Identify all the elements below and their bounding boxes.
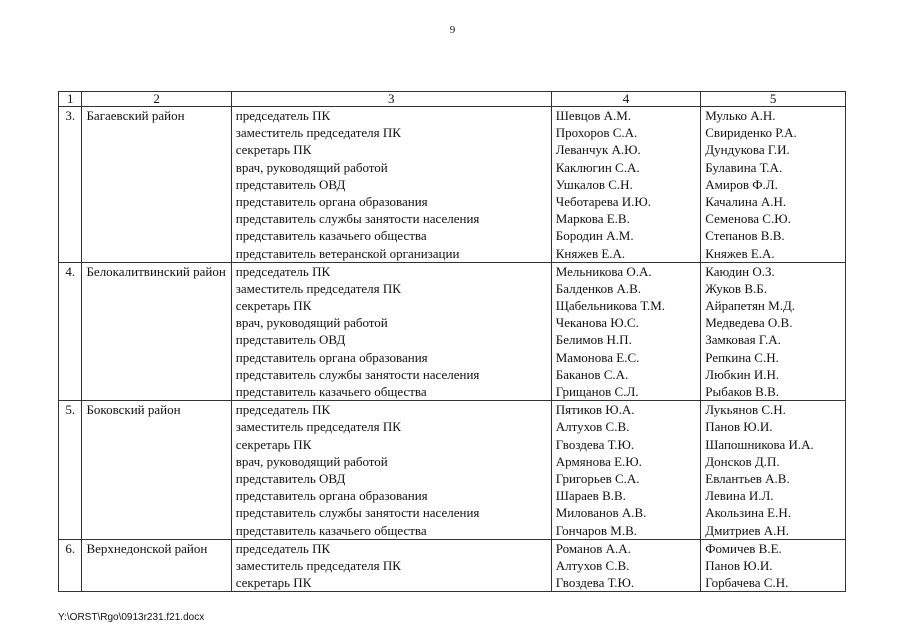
role-line: представитель органа образования	[235, 193, 428, 209]
commission-table	[58, 91, 846, 592]
member-line: Мамонова Е.С.	[555, 349, 640, 365]
reserve-line: Донсков Д.П.	[705, 453, 780, 469]
col-header-4: 4	[551, 92, 701, 107]
reserve-line: Дундукова Г.И.	[705, 142, 790, 158]
reserve-line: Булавина Т.А.	[705, 159, 783, 175]
role-line: заместитель председателя ПК	[235, 280, 401, 296]
member-line: Чеканова Ю.С.	[555, 315, 639, 331]
reserve-line: Панов Ю.И.	[705, 419, 773, 435]
role-line: секретарь ПК	[235, 298, 312, 314]
member-line: Милованов А.В.	[555, 505, 647, 521]
role-line: председатель ПК	[235, 402, 331, 418]
reserve-line: Степанов В.В.	[705, 228, 785, 244]
members-cell	[551, 539, 701, 592]
district-name: Верхнедонской район	[82, 539, 231, 592]
district-name: Белокалитвинский район	[82, 262, 231, 401]
reserve-line: Жуков В.Б.	[705, 280, 767, 296]
row-number: 5.	[59, 401, 82, 540]
reserve-line: Мулько А.Н.	[705, 108, 776, 123]
member-line: Щабельникова Т.М.	[555, 298, 666, 314]
role-line: представитель ветеранской организации	[235, 245, 460, 261]
role-line: представитель органа образования	[235, 488, 428, 504]
roles-cell	[231, 401, 551, 540]
reserve-line: Амиров Ф.Л.	[705, 176, 778, 192]
role-line: врач, руководящий работой	[235, 453, 388, 469]
col-header-3: 3	[231, 92, 551, 107]
member-line: Армянова Е.Ю.	[555, 453, 642, 469]
members-cell	[551, 107, 701, 263]
members-cell	[551, 262, 701, 401]
role-line: заместитель председателя ПК	[235, 557, 401, 573]
role-line: представитель службы занятости населения	[235, 505, 480, 521]
table-row	[59, 107, 846, 263]
role-line: представитель службы занятости населения	[235, 366, 480, 382]
col-header-2: 2	[82, 92, 231, 107]
table-row	[59, 262, 846, 401]
reserve-line: Фомичев В.Е.	[705, 540, 782, 556]
column-number-row	[59, 92, 846, 107]
member-line: Григорьев С.А.	[555, 470, 640, 486]
role-line: секретарь ПК	[235, 575, 312, 591]
member-line: Леванчук А.Ю.	[555, 142, 641, 158]
role-line: представитель органа образования	[235, 349, 428, 365]
role-line: представитель службы занятости населения	[235, 211, 480, 227]
reserve-line: Каюдин О.З.	[705, 263, 775, 279]
row-number: 3.	[59, 107, 82, 263]
col-header-1: 1	[59, 92, 82, 107]
reserve-line: Дмитриев А.Н.	[705, 522, 790, 538]
members-cell	[551, 401, 701, 540]
reserves-cell	[701, 107, 846, 263]
role-line: врач, руководящий работой	[235, 159, 388, 175]
member-line: Алтухов С.В.	[555, 419, 630, 435]
table-row	[59, 539, 846, 592]
reserve-line: Айрапетян М.Д.	[705, 298, 796, 314]
role-line: председатель ПК	[235, 108, 331, 123]
reserve-line: Рыбаков В.В.	[705, 384, 779, 399]
district-name: Боковский район	[82, 401, 231, 540]
role-line: секретарь ПК	[235, 142, 312, 158]
member-line: Шараев В.В.	[555, 488, 626, 504]
role-line: председатель ПК	[235, 263, 331, 279]
role-line: заместитель председателя ПК	[235, 125, 401, 141]
member-line: Баканов С.А.	[555, 366, 629, 382]
reserve-line: Акользина Е.Н.	[705, 505, 791, 521]
page-number: 9	[449, 24, 456, 36]
role-line: заместитель председателя ПК	[235, 419, 401, 435]
table-body	[59, 92, 846, 592]
reserve-line: Семенова С.Ю.	[705, 211, 791, 227]
member-line: Грищанов С.Л.	[555, 384, 639, 399]
reserve-line: Левина И.Л.	[705, 488, 774, 504]
role-line: представитель казачьего общества	[235, 228, 427, 244]
role-line: представитель ОВД	[235, 470, 346, 486]
roles-cell	[231, 539, 551, 592]
file-path-footer: Y:\ORST\Rgo\0913r231.f21.docx	[58, 612, 205, 623]
role-line: представитель ОВД	[235, 332, 346, 348]
reserve-line: Качалина А.Н.	[705, 193, 787, 209]
member-line: Бородин А.М.	[555, 228, 634, 244]
reserve-line: Лукьянов С.Н.	[705, 402, 786, 418]
roles-cell	[231, 107, 551, 263]
reserves-cell	[701, 401, 846, 540]
reserve-line: Евлантьев А.В.	[705, 470, 790, 486]
role-line: председатель ПК	[235, 540, 331, 556]
reserve-line: Любкин И.Н.	[705, 366, 780, 382]
member-line: Маркова Е.В.	[555, 211, 630, 227]
reserve-line: Свириденко Р.А.	[705, 125, 797, 141]
col-header-5: 5	[701, 92, 846, 107]
reserve-line: Медведева О.В.	[705, 315, 793, 331]
member-line: Гончаров М.В.	[555, 522, 638, 538]
role-line: врач, руководящий работой	[235, 315, 388, 331]
role-line: представитель казачьего общества	[235, 522, 427, 538]
row-number: 6.	[59, 539, 82, 592]
member-line: Балденков А.В.	[555, 280, 642, 296]
role-line: секретарь ПК	[235, 436, 312, 452]
reserves-cell	[701, 539, 846, 592]
member-line: Ушкалов С.Н.	[555, 176, 633, 192]
role-line: представитель ОВД	[235, 176, 346, 192]
member-line: Алтухов С.В.	[555, 557, 630, 573]
member-line: Белимов Н.П.	[555, 332, 632, 348]
reserve-line: Репкина С.Н.	[705, 349, 779, 365]
member-line: Гвоздева Т.Ю.	[555, 575, 635, 591]
member-line: Чеботарева И.Ю.	[555, 193, 652, 209]
roles-cell	[231, 262, 551, 401]
reserve-line: Замковая Г.А.	[705, 332, 781, 348]
member-line: Романов А.А.	[555, 540, 631, 556]
reserve-line: Шапошникова И.А.	[705, 436, 814, 452]
role-line: представитель казачьего общества	[235, 384, 427, 399]
row-number: 4.	[59, 262, 82, 401]
reserve-line: Панов Ю.И.	[705, 557, 773, 573]
member-line: Княжев Е.А.	[555, 245, 626, 261]
reserves-cell	[701, 262, 846, 401]
table-row	[59, 401, 846, 540]
reserve-line: Княжев Е.А.	[705, 245, 775, 261]
reserve-line: Горбачева С.Н.	[705, 575, 789, 591]
member-line: Гвоздева Т.Ю.	[555, 436, 635, 452]
member-line: Пятиков Ю.А.	[555, 402, 635, 418]
member-line: Каклюгин С.А.	[555, 159, 640, 175]
district-name: Багаевский район	[82, 107, 231, 263]
member-line: Прохоров С.А.	[555, 125, 638, 141]
member-line: Шевцов А.М.	[555, 108, 632, 123]
member-line: Мельникова О.А.	[555, 263, 652, 279]
